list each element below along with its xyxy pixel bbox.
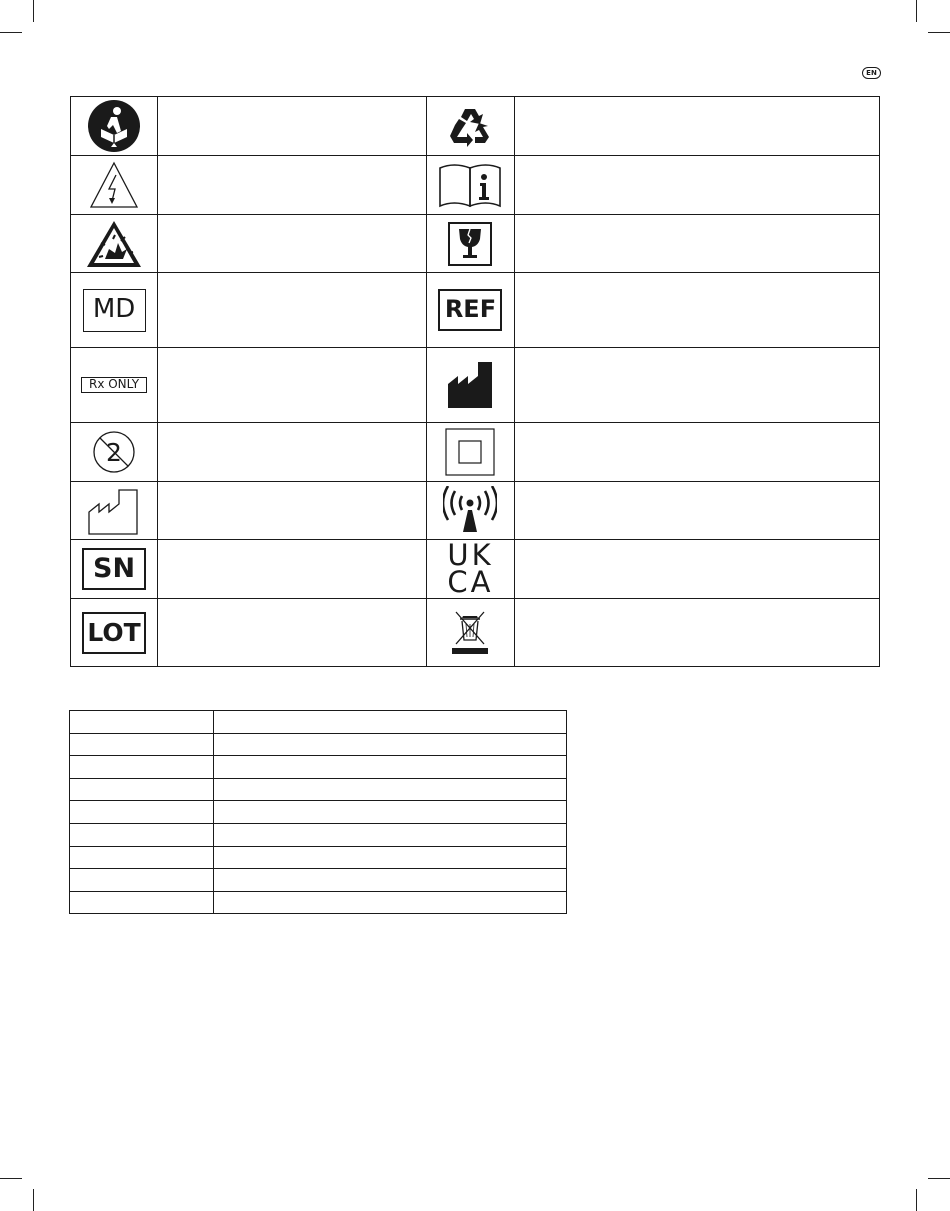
symbol-cell [71, 97, 158, 156]
symbol-description [514, 423, 879, 482]
weee-disposal-icon [450, 610, 490, 656]
symbol-cell [427, 482, 514, 540]
prescription-only-icon: Rx ONLY [81, 377, 147, 393]
spec-row [70, 891, 567, 914]
read-manual-icon [87, 99, 141, 153]
do-not-reuse-icon [92, 430, 136, 474]
spec-value [214, 823, 567, 846]
symbol-cell [427, 156, 514, 215]
spec-value [214, 891, 567, 914]
spec-value [214, 756, 567, 779]
symbols-row [71, 215, 880, 273]
symbols-row [71, 482, 880, 540]
symbol-description [514, 482, 879, 540]
spec-key [70, 891, 214, 914]
symbol-description [514, 215, 879, 273]
symbol-description [158, 273, 427, 348]
symbol-description [514, 348, 879, 423]
symbol-description [158, 156, 427, 215]
crop-mark [0, 32, 22, 33]
spec-key [70, 801, 214, 824]
spec-table [69, 710, 567, 914]
spec-value [214, 778, 567, 801]
spec-row [70, 846, 567, 869]
date-of-manufacture-icon [87, 486, 141, 536]
spec-row [70, 778, 567, 801]
symbol-description [514, 156, 879, 215]
symbol-cell [427, 348, 514, 423]
symbol-cell [71, 482, 158, 540]
language-badge: EN [862, 67, 881, 79]
symbol-description [514, 273, 879, 348]
ukca-mark-ca: CA [447, 565, 494, 599]
crop-mark [916, 0, 917, 22]
symbol-description [514, 599, 879, 667]
spec-key [70, 869, 214, 892]
symbol-description [514, 540, 879, 599]
symbols-row [71, 273, 880, 348]
spec-value [214, 711, 567, 734]
spec-row [70, 823, 567, 846]
non-ionizing-radiation-icon [443, 486, 497, 536]
symbol-description [158, 348, 427, 423]
crop-mark [928, 1178, 950, 1179]
crop-mark [916, 1189, 917, 1211]
ukca-mark-uk: UK [447, 538, 494, 572]
symbol-cell [427, 540, 514, 599]
symbols-row [71, 348, 880, 423]
symbol-cell [71, 540, 158, 599]
symbol-cell [427, 273, 514, 348]
symbol-cell [71, 215, 158, 273]
explosion-warning-icon [85, 219, 143, 269]
crop-mark [928, 32, 950, 33]
spec-value [214, 846, 567, 869]
crop-mark [33, 0, 34, 22]
symbol-cell [71, 273, 158, 348]
spec-key [70, 778, 214, 801]
symbols-row [71, 599, 880, 667]
medical-device-icon: MD [83, 289, 146, 332]
crop-mark [33, 1189, 34, 1211]
manufacturer-icon [446, 360, 494, 410]
symbols-row [71, 156, 880, 215]
spec-row [70, 711, 567, 734]
spec-row [70, 869, 567, 892]
symbol-description [158, 423, 427, 482]
symbols-table [70, 96, 880, 667]
symbols-row [71, 423, 880, 482]
consult-instructions-icon [438, 162, 502, 208]
spec-row [70, 801, 567, 824]
symbol-description [158, 599, 427, 667]
symbol-description [158, 540, 427, 599]
spec-value [214, 869, 567, 892]
class-ii-equipment-icon [445, 428, 495, 476]
ukca-mark-icon [447, 538, 494, 599]
spec-row [70, 756, 567, 779]
fragile-icon [447, 221, 493, 267]
symbol-cell [71, 423, 158, 482]
spec-key [70, 756, 214, 779]
symbol-cell [71, 156, 158, 215]
spec-value [214, 801, 567, 824]
catalogue-number-icon: REF [438, 289, 502, 331]
symbol-description [158, 215, 427, 273]
symbol-cell [427, 423, 514, 482]
reuse-digit: 2 [106, 438, 122, 467]
spec-value [214, 733, 567, 756]
spec-key [70, 711, 214, 734]
spec-key [70, 733, 214, 756]
batch-code-icon: LOT [82, 612, 146, 654]
spec-key [70, 846, 214, 869]
symbol-description [158, 97, 427, 156]
symbol-description [514, 97, 879, 156]
symbols-row [71, 97, 880, 156]
crop-mark [0, 1178, 22, 1179]
electric-shock-warning-icon [89, 161, 139, 209]
symbols-row [71, 540, 880, 599]
serial-number-icon: SN [82, 548, 146, 590]
symbol-cell [427, 97, 514, 156]
symbol-cell [427, 599, 514, 667]
symbol-cell [71, 348, 158, 423]
recycle-icon [447, 105, 493, 147]
spec-row [70, 733, 567, 756]
symbol-description [158, 482, 427, 540]
symbol-cell [71, 599, 158, 667]
spec-key [70, 823, 214, 846]
symbol-cell [427, 215, 514, 273]
